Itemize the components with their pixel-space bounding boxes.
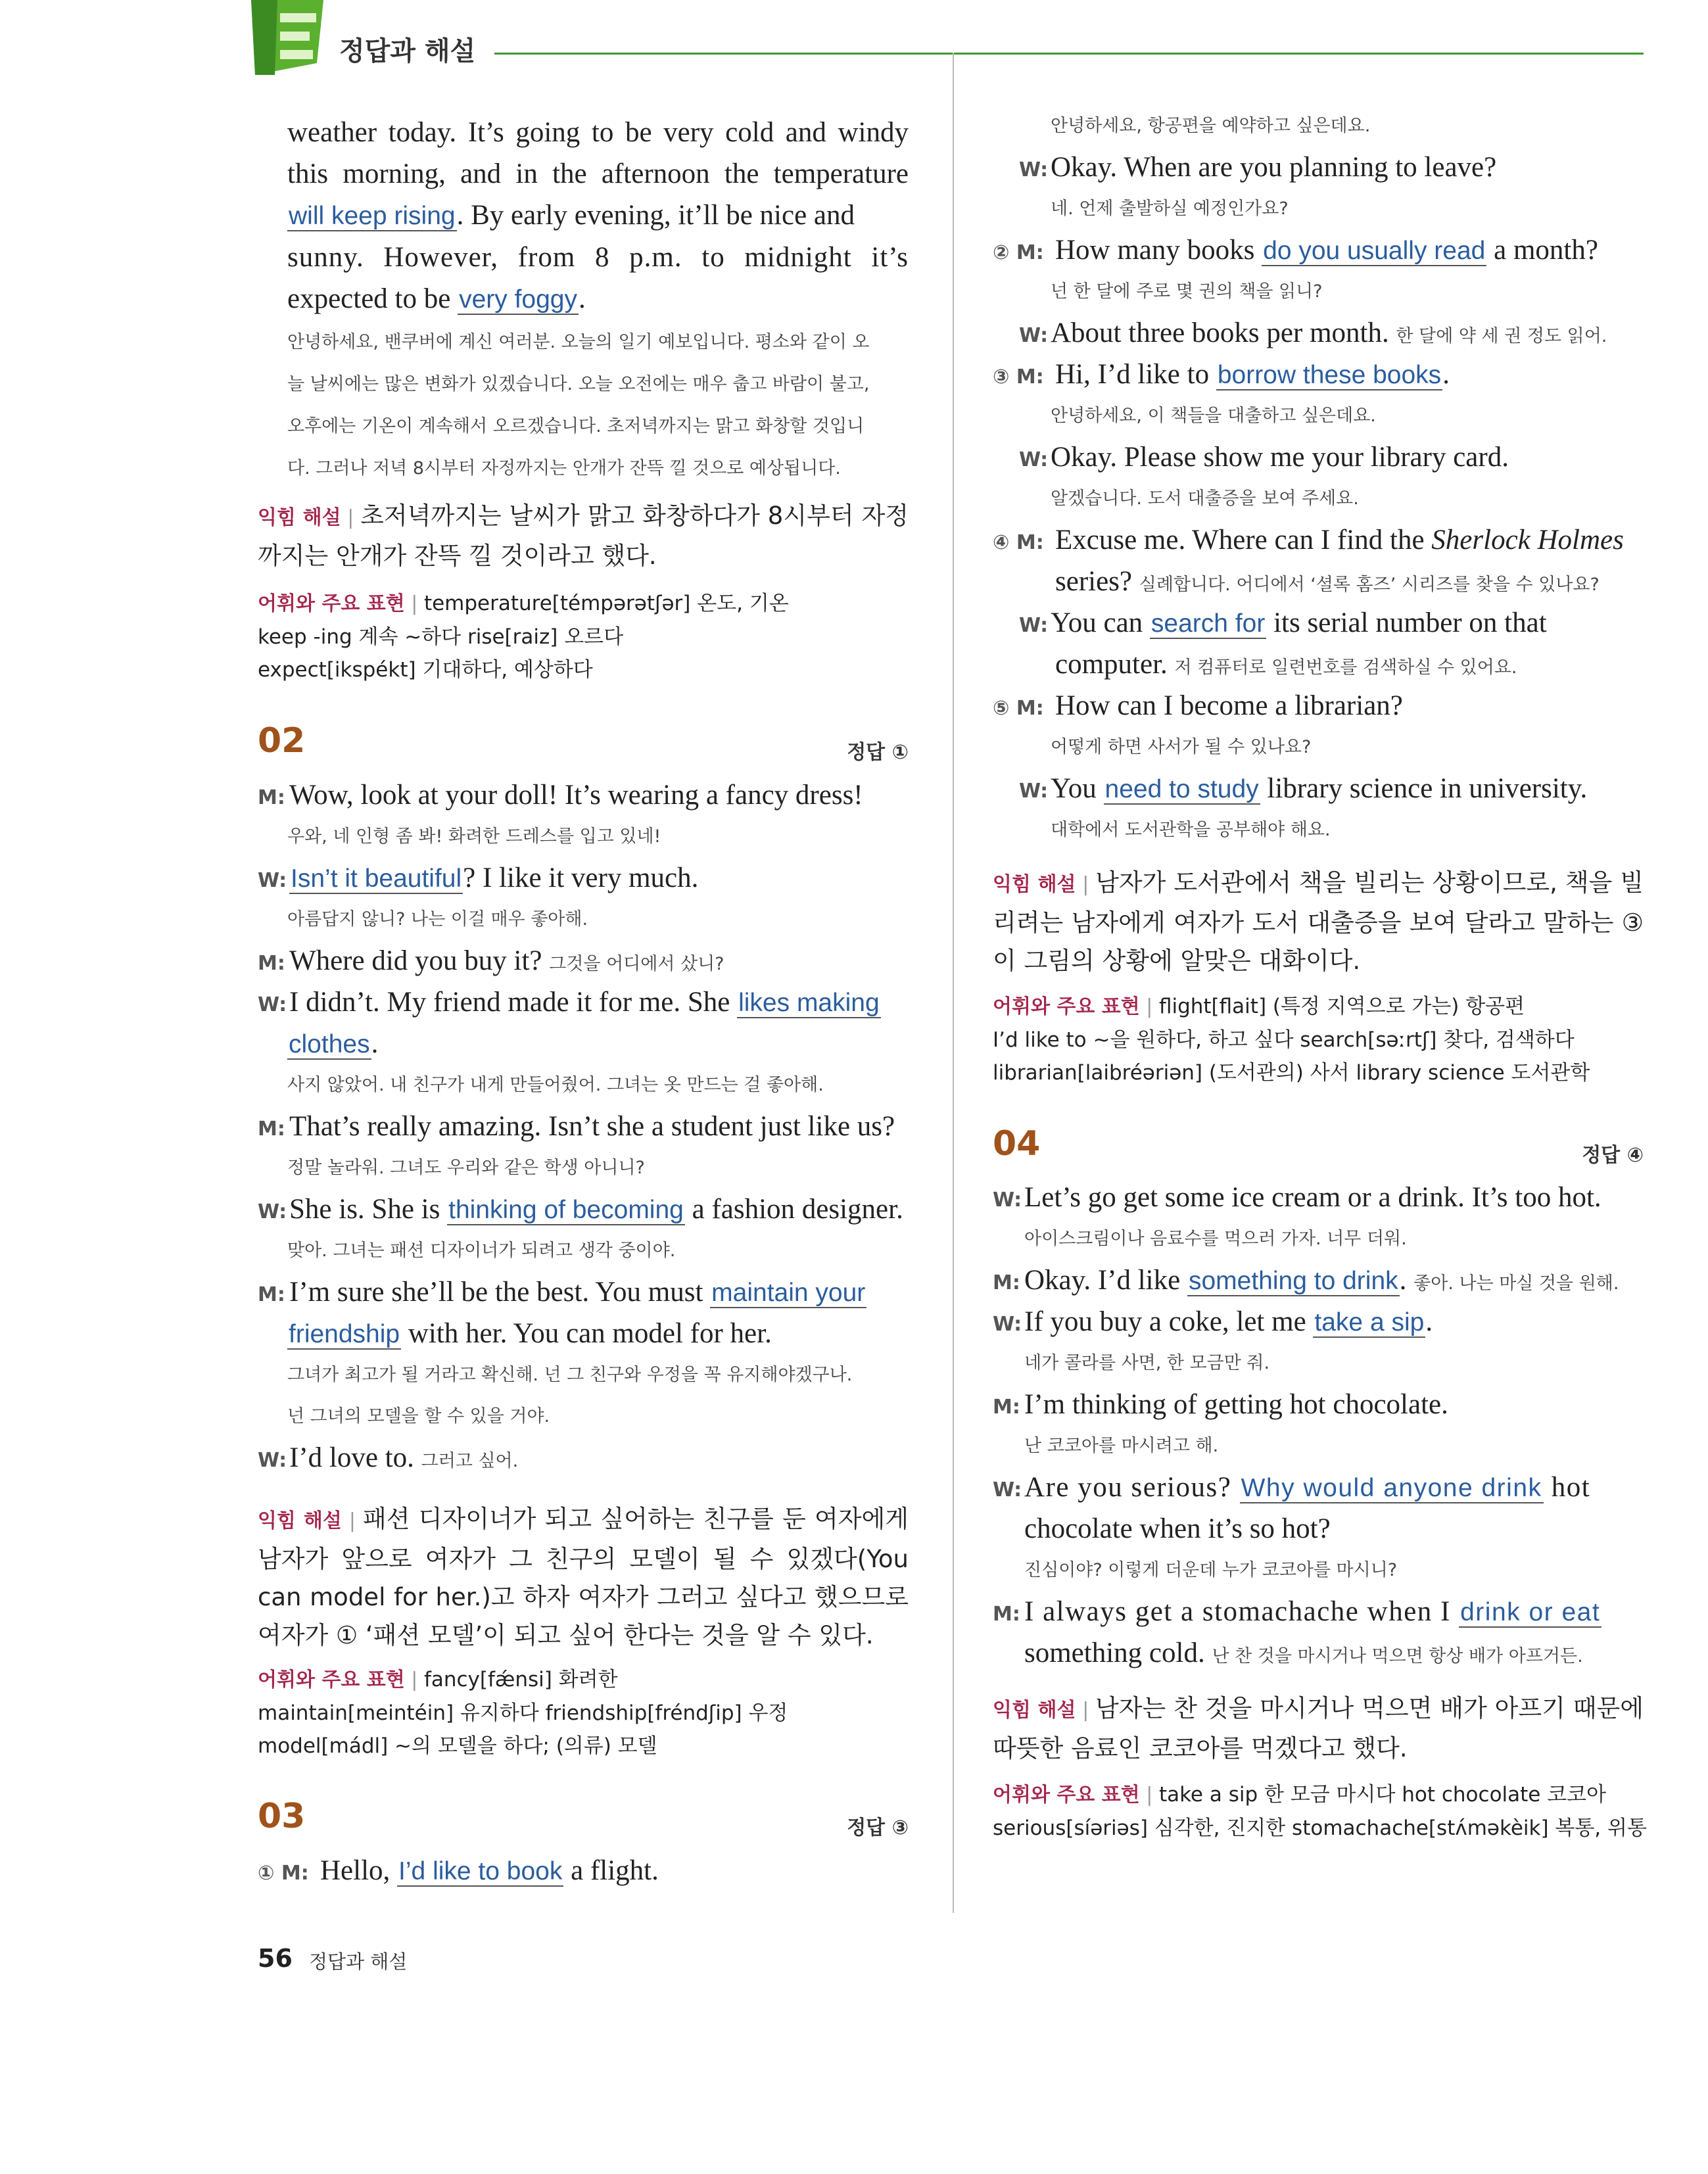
- translation-line: 어떻게 하면 사서가 될 수 있나요?: [1051, 737, 1312, 757]
- answer-blank: clothes: [289, 1030, 370, 1058]
- footer-label: 정답과 해설: [309, 1950, 408, 1973]
- speaker-label: M:: [993, 1396, 1020, 1419]
- speaker-label: W:: [258, 993, 287, 1016]
- speaker-label: W:: [258, 869, 287, 892]
- translation-line: 아름답지 않니? 나는 이걸 매우 좋아해.: [287, 909, 588, 930]
- answer-blank: need to study: [1104, 775, 1259, 803]
- speaker-label: M:: [993, 1603, 1020, 1626]
- speaker-label: M:: [993, 1271, 1020, 1294]
- question-number: 04: [993, 1124, 1041, 1164]
- dialogue-text: Okay. I’d like: [1024, 1265, 1187, 1296]
- speaker-label: W:: [1019, 780, 1049, 803]
- translation-inline: 실례합니다. 어디에서 ‘셜록 홈즈’ 시리즈를 찾을 수 있나요?: [1139, 575, 1600, 595]
- vocab-item: take a sip 한 모금 마시다 hot chocolate 코코아: [1158, 1783, 1607, 1807]
- dialogue-text: a fashion designer.: [684, 1194, 903, 1225]
- explanation-label: 익힘 해설: [993, 873, 1076, 896]
- translation-line: 오후에는 기온이 계속해서 오르겠습니다. 초저녁까지는 맑고 화창할 것입니: [287, 416, 865, 437]
- dialogue-text: Okay. Please show me your library card.: [1051, 442, 1509, 473]
- vocab-item: librarian[laibréəriən] (도서관의) 사서 library science 도서관학: [993, 1061, 1590, 1085]
- dialogue-text: That’s really amazing. Isn’t she a student just like us?: [289, 1111, 895, 1142]
- vocab-item: model[mádl] ~의 모델을 하다; (의류) 모델: [258, 1734, 657, 1758]
- answer-blank: friendship: [289, 1320, 400, 1348]
- answer-blank: will keep rising: [289, 202, 456, 230]
- answer-blank: do you usually read: [1263, 237, 1486, 265]
- translation-line: 알겠습니다. 도서 대출증을 보여 주세요.: [1051, 488, 1359, 509]
- translation-line: 늘 날씨에는 많은 변화가 있겠습니다. 오늘 오전에는 매우 춥고 바람이 불고,: [287, 374, 870, 394]
- translation-line: 넌 한 달에 주로 몇 권의 책을 읽니?: [1051, 281, 1323, 302]
- dialogue-text: series?: [1055, 566, 1132, 597]
- answer-blank: likes making: [738, 989, 880, 1017]
- answer-blank: thinking of becoming: [448, 1196, 684, 1224]
- dialogue-text: I’d love to.: [289, 1442, 414, 1473]
- dialogue-text: If you buy a coke, let me: [1024, 1306, 1314, 1337]
- q1-explanation: 익힘 해설 | 초저녁까지는 날씨가 맑고 화창하다가 8시부터 자정까지는 안개가 잔뜩 낄 것이라고 했다.: [258, 502, 909, 570]
- translation-line: 대학에서 도서관학을 공부해야 해요.: [1051, 820, 1331, 840]
- translation-inline: 좋아. 나는 마실 것을 원해.: [1413, 1273, 1619, 1294]
- answer-blank: very foggy: [459, 285, 577, 314]
- dialogue-text: computer.: [1055, 649, 1168, 680]
- explanation-label: 익힘 해설: [258, 506, 341, 529]
- answer-blank: maintain your: [711, 1279, 866, 1307]
- explanation-text: 남자가 도서관에서 책을 빌리는 상황이므로, 책을 빌리려는 남자에게 여자가 도서 대출증을 보여 달라고 말하는 ③이 그림의 상황에 알맞은 대화이다.: [993, 868, 1644, 975]
- speaker-label: W:: [1019, 448, 1049, 471]
- translation-line: 네가 콜라를 사면, 한 모금만 줘.: [1024, 1353, 1270, 1373]
- answer-blank: borrow these books: [1217, 361, 1442, 389]
- answer-blank: something to drink: [1188, 1267, 1398, 1295]
- vocab-item: expect[ikspékt] 기대하다, 예상하다: [258, 658, 593, 682]
- answer-blank: Why would anyone drink: [1241, 1474, 1542, 1502]
- answer-key: 정답 ④: [1582, 1144, 1644, 1167]
- speaker-label: W:: [993, 1189, 1022, 1212]
- answer-key: 정답 ③: [847, 1816, 909, 1839]
- q1-passage: [258, 112, 909, 490]
- speaker-label: W:: [258, 1200, 287, 1223]
- question-number: 03: [258, 1797, 306, 1836]
- passage-translation: [258, 321, 909, 490]
- passage-line: this morning, and in the afternoon the temperature: [287, 158, 909, 189]
- dialogue-text: About three books per month.: [1051, 318, 1389, 348]
- passage-text: .: [579, 283, 586, 314]
- translation-inline: 그러고 싶어.: [421, 1451, 519, 1471]
- q3-heading: [258, 1797, 909, 1843]
- vocab-label: 어휘와 주요 표현: [258, 592, 405, 615]
- option-label: ① M:: [258, 1862, 309, 1885]
- dialogue-text: something cold.: [1024, 1638, 1205, 1668]
- dialogue-text: Where did you buy it?: [289, 945, 542, 976]
- dialogue-text: Okay. When are you planning to leave?: [1051, 152, 1497, 183]
- translation-line: 넌 그녀의 모델을 할 수 있을 거야.: [287, 1406, 550, 1427]
- option-label: ② M:: [993, 241, 1044, 264]
- speaker-label: W:: [258, 1449, 287, 1472]
- translation-line: 정말 놀라워. 그녀도 우리와 같은 학생 아니니?: [287, 1158, 645, 1178]
- header-rule: [494, 53, 1644, 55]
- dialogue-text: You can: [1051, 607, 1150, 638]
- translation-line: 우와, 네 인형 좀 봐! 화려한 드레스를 입고 있네!: [287, 826, 661, 847]
- dialogue-text: I always get a stomachache when I: [1024, 1596, 1459, 1627]
- answer-blank: take a sip: [1314, 1308, 1425, 1336]
- dialogue-text: Wow, look at your doll! It’s wearing a fancy dress!: [289, 780, 863, 811]
- explanation-label: 익힘 해설: [258, 1509, 342, 1532]
- dialogue-text: chocolate when it’s so hot?: [1024, 1513, 1331, 1544]
- translation-inline: 난 찬 것을 마시거나 먹으면 항상 배가 아프거든.: [1212, 1646, 1583, 1666]
- explanation-label: 익힘 해설: [993, 1699, 1076, 1722]
- header-title: 정답과 해설: [339, 36, 476, 66]
- q4-dialogue: [993, 1177, 1644, 1683]
- q2-explanation: 익힘 해설 | 패션 디자이너가 되고 싶어하는 친구를 둔 여자에게 남자가 앞으로 여자가 그 친구의 모델이 될 수 있겠다(You can model for her.)고 하자 여자가 그러고 싶다고 했으므로 여자가 ① ‘패션 모델’이 되고 싶어 한다는 것을 알 수 있다.: [258, 1505, 909, 1649]
- vocab-label: 어휘와 주요 표현: [993, 1784, 1140, 1807]
- speaker-label: W:: [1019, 324, 1049, 347]
- translation-line: 다. 그러나 저녁 8시부터 자정까지는 안개가 잔뜩 낄 것으로 예상됩니다.: [287, 458, 841, 479]
- passage-line: [258, 195, 909, 237]
- dialogue-text: Hi, I’d like to: [1055, 359, 1216, 390]
- speaker-label: W:: [993, 1313, 1022, 1336]
- translation-line: 사지 않았어. 내 친구가 내게 만들어줬어. 그녀는 옷 만드는 걸 좋아해.: [287, 1075, 824, 1095]
- dialogue-text: Hello,: [320, 1855, 398, 1886]
- option-label: ⑤ M:: [993, 697, 1044, 720]
- dialogue-text: I’m thinking of getting hot chocolate.: [1024, 1389, 1448, 1420]
- q3-option-1: [258, 1850, 909, 1896]
- dialogue-text: hot: [1543, 1472, 1591, 1503]
- answer-blank: drink or eat: [1460, 1598, 1601, 1626]
- speaker-label: M:: [258, 1283, 285, 1306]
- dialogue-text: a flight.: [563, 1855, 659, 1886]
- translation-line: 아이스크림이나 음료수를 먹으러 가자. 너무 더워.: [1024, 1229, 1407, 1249]
- q2-vocab: 어휘와 주요 표현 | fancy[fǽnsi] 화려한 maintain[meintéin] 유지하다 friendship[fréndʃip] 우정 model[mádl] ~의 모델을 하다; (의류) 모델: [258, 1663, 909, 1762]
- translation-line: 맞아. 그녀는 패션 디자이너가 되려고 생각 중이야.: [287, 1241, 676, 1261]
- dialogue-text: its serial number on that: [1266, 607, 1547, 638]
- dialogue-text: How many books: [1055, 235, 1262, 266]
- dialogue-text: She is. She is: [289, 1194, 448, 1225]
- vocab-item: I’d like to ~을 원하다, 하고 싶다 search[səːrtʃ] 찾다, 검색하다: [993, 1028, 1575, 1052]
- vocab-item: flight[flait] (특정 지역으로 가는) 항공편: [1158, 995, 1525, 1018]
- section-logo-icon: [251, 0, 330, 75]
- dialogue-text: ? I like it very much.: [463, 863, 699, 893]
- answer-key: 정답 ①: [847, 741, 909, 764]
- q4-heading: [993, 1124, 1644, 1170]
- passage-line: sunny. However, from 8 p.m. to midnight it’s: [287, 242, 909, 273]
- translation-line: 네. 언제 출발하실 예정인가요?: [1051, 199, 1289, 219]
- vocab-item: temperature[témpərətʃər] 온도, 기온: [423, 592, 789, 615]
- option-label: ③ M:: [993, 366, 1044, 389]
- translation-line: 난 코코아를 마시려고 해.: [1024, 1436, 1219, 1456]
- dialogue-text: library science in university.: [1260, 773, 1588, 804]
- speaker-label: M:: [258, 1118, 285, 1141]
- passage-line: weather today. It’s going to be very cold and windy: [287, 117, 909, 148]
- dialogue-text: I didn’t. My friend made it for me. She: [289, 987, 738, 1018]
- dialogue-text: .: [1399, 1265, 1407, 1296]
- translation-inline: 저 컴퓨터로 일련번호를 검색하실 수 있어요.: [1174, 657, 1517, 678]
- passage-text: expected to be: [287, 283, 458, 314]
- dialogue-text: with her. You can model for her.: [401, 1318, 772, 1349]
- q3-options: [993, 105, 1644, 848]
- speaker-label: W:: [993, 1478, 1022, 1501]
- passage-line: [258, 278, 909, 320]
- speaker-label: W:: [1019, 614, 1049, 637]
- q4-vocab: 어휘와 주요 표현 | take a sip 한 모금 마시다 hot chocolate 코코아 serious[síəriəs] 심각한, 진지한 stomachache[stʌ́məkèik] 복통, 위통: [993, 1778, 1644, 1845]
- dialogue-text: How can I become a librarian?: [1055, 690, 1403, 721]
- dialogue-text: Excuse me. Where can I find the: [1055, 525, 1432, 555]
- answer-blank: I’d like to book: [398, 1857, 563, 1885]
- page-number: 56: [258, 1944, 293, 1973]
- translation-inline: 한 달에 약 세 권 정도 읽어.: [1396, 326, 1607, 346]
- vocab-item: fancy[fǽnsi] 화려한: [423, 1668, 618, 1691]
- translation-line: 진심이야? 이렇게 더운데 누가 코코아를 마시니?: [1024, 1560, 1398, 1580]
- q2-dialogue: [258, 774, 909, 1471]
- explanation-text: 초저녁까지는 날씨가 맑고 화창하다가 8시부터 자정까지는 안개가 잔뜩 낄 것이라고 했다.: [258, 502, 909, 570]
- vocab-item: serious[síəriəs] 심각한, 진지한 stomachache[stʌ́məkèik] 복통, 위통: [993, 1816, 1647, 1840]
- column-divider: [953, 53, 954, 1913]
- dialogue-text: Sherlock Holmes: [1431, 525, 1624, 555]
- dialogue-text: Let’s go get some ice cream or a drink. It’s too hot.: [1024, 1182, 1601, 1213]
- dialogue-text: .: [1442, 359, 1450, 390]
- vocab-item: maintain[meintéin] 유지하다 friendship[fréndʃip] 우정: [258, 1701, 788, 1725]
- answer-blank: Isn’t it beautiful: [291, 864, 462, 893]
- translation-line: 그녀가 최고가 될 거라고 확신해. 넌 그 친구와 우정을 꼭 유지해야겠구나.: [287, 1365, 853, 1385]
- speaker-label: M:: [258, 952, 285, 975]
- speaker-label: M:: [258, 786, 285, 809]
- vocab-label: 어휘와 주요 표현: [993, 995, 1140, 1018]
- q2-heading: [258, 721, 909, 767]
- dialogue-text: I’m sure she’ll be the best. You must: [289, 1277, 711, 1308]
- option-label: ④ M:: [993, 531, 1044, 554]
- dialogue-text: a month?: [1486, 235, 1598, 266]
- question-number: 02: [258, 721, 306, 761]
- vocab-label: 어휘와 주요 표현: [258, 1668, 405, 1691]
- dialogue-text: You: [1051, 773, 1104, 804]
- answer-blank: search for: [1151, 609, 1266, 638]
- q3-explanation: 익힘 해설 | 남자가 도서관에서 책을 빌리는 상황이므로, 책을 빌리려는 남자에게 여자가 도서 대출증을 보여 달라고 말하는 ③이 그림의 상황에 알맞은 대화이다.: [993, 868, 1644, 975]
- passage-text: . By early evening, it’ll be nice and: [456, 200, 855, 231]
- dialogue-text: Are you serious?: [1024, 1472, 1240, 1503]
- q4-explanation: 익힘 해설 | 남자는 찬 것을 마시거나 먹으면 배가 아프기 때문에 따뜻한 음료인 코코아를 먹겠다고 했다.: [993, 1694, 1644, 1762]
- translation-inline: 그것을 어디에서 샀니?: [549, 954, 724, 974]
- explanation-text: 남자는 찬 것을 마시거나 먹으면 배가 아프기 때문에 따뜻한 음료인 코코아를 먹겠다고 했다.: [993, 1694, 1644, 1762]
- translation-line: 안녕하세요, 이 책들을 대출하고 싶은데요.: [1051, 406, 1376, 426]
- dialogue-text: .: [1425, 1306, 1433, 1337]
- q1-vocab: 어휘와 주요 표현 | temperature[témpərətʃər] 온도, 기온 keep -ing 계속 ~하다 rise[raiz] 오르다 expect[ikspékt] 기대하다, 예상하다: [258, 587, 909, 686]
- speaker-label: W:: [1019, 158, 1049, 181]
- explanation-text: 패션 디자이너가 되고 싶어하는 친구를 둔 여자에게 남자가 앞으로 여자가 그 친구의 모델이 될 수 있겠다(You can model for her.)고 하자 여자가 그러고 싶다고 했으므로 여자가 ① ‘패션 모델’이 되고 싶어 한다는 것을 알 수 있다.: [258, 1505, 909, 1649]
- vocab-item: keep -ing 계속 ~하다 rise[raiz] 오르다: [258, 625, 624, 649]
- dialogue-text: .: [371, 1028, 379, 1059]
- translation-line: 안녕하세요, 항공편을 예약하고 싶은데요.: [1051, 116, 1371, 136]
- translation-line: 안녕하세요, 밴쿠버에 계신 여러분. 오늘의 일기 예보입니다. 평소와 같이 오: [287, 332, 870, 352]
- q3-vocab: 어휘와 주요 표현 | flight[flait] (특정 지역으로 가는) 항공편 I’d like to ~을 원하다, 하고 싶다 search[səːrtʃ] 찾다, 검색하다 librarian[laibréəriən] (도서관의) 사서 library science 도서관학: [993, 990, 1644, 1089]
